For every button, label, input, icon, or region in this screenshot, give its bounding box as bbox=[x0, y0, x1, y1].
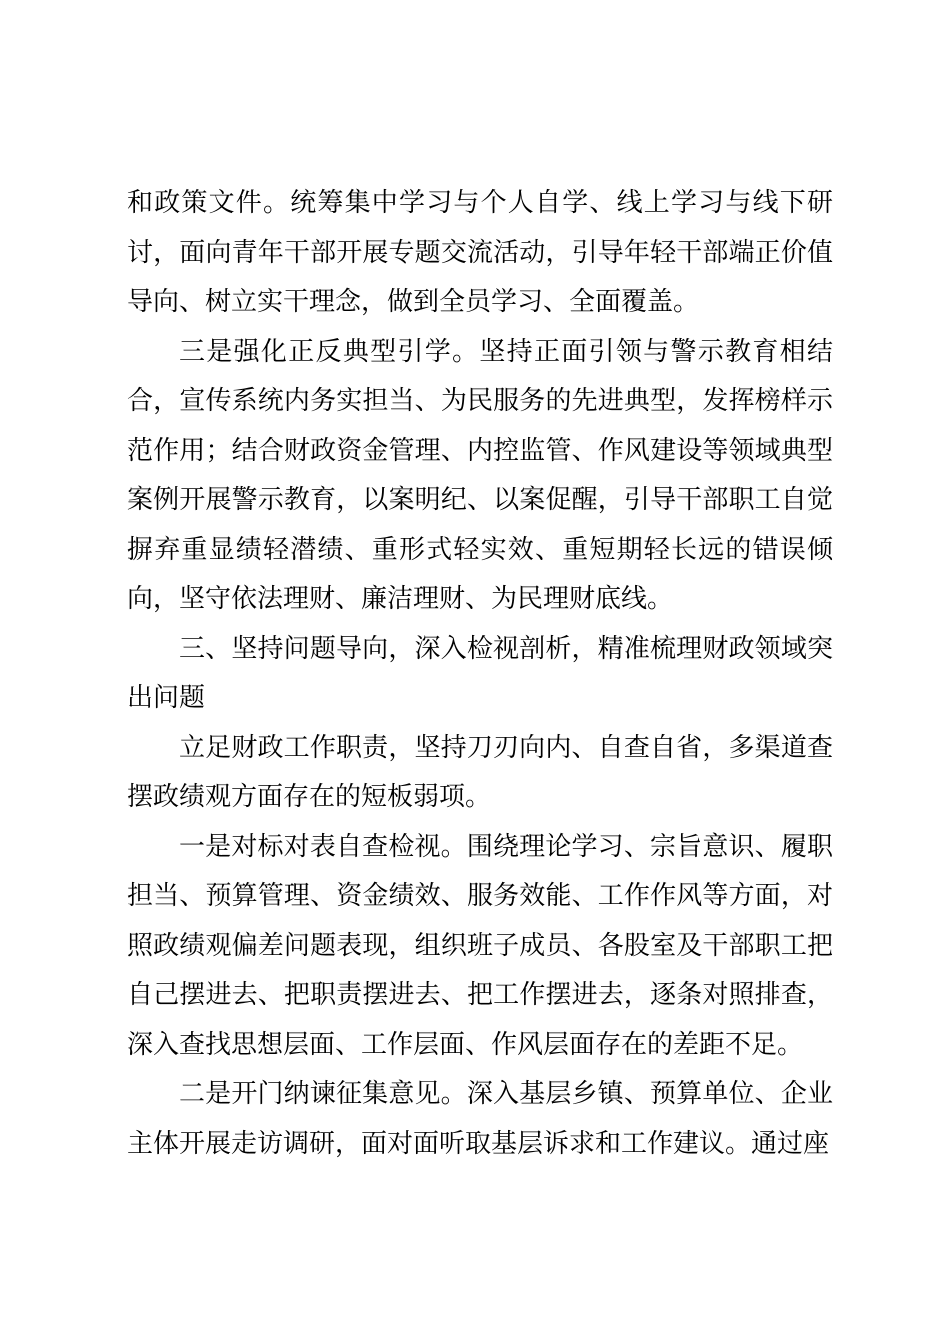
paragraph-self-inspection: 一是对标对表自查检视。围绕理论学习、宗旨意识、履职担当、预算管理、资金绩效、服务效能、工作作风等方面，对照政绩观偏差问题表现，组织班子成员、各股室及干部职工把自己摆进去、把职责摆进去、把工作摆进去，逐条对照排查，深入查找思想层面、工作层面、作风层面存在的差距不足。 bbox=[127, 831, 833, 1060]
paragraph-finance-duties: 立足财政工作职责，坚持刀刃向内、自查自省，多渠道查摆政绩观方面存在的短板弱项。 bbox=[127, 732, 833, 812]
document-body bbox=[127, 179, 833, 1169]
paragraph-typical-examples: 三是强化正反典型引学。坚持正面引领与警示教育相结合，宣传系统内务实担当、为民服务的先进典型，发挥榜样示范作用；结合财政资金管理、内控监管、作风建设等领域典型案例开展警示教育，以案明纪、以案促醒，引导干部职工自觉摒弃重显绩轻潜绩、重形式轻实效、重短期轻长远的错误倾向，坚守依法理财、廉洁理财、为民理财底线。 bbox=[127, 336, 833, 614]
section-heading-problem-orientation: 三、坚持问题导向，深入检视剖析，精准梳理财政领域突出问题 bbox=[127, 633, 833, 713]
paragraph-collect-opinions: 二是开门纳谏征集意见。深入基层乡镇、预算单位、企业主体开展走访调研，面对面听取基层诉求和工作建议。通过座 bbox=[127, 1079, 833, 1159]
paragraph-continued-policy-documents: 和政策文件。统筹集中学习与个人自学、线上学习与线下研讨，面向青年干部开展专题交流活动，引导年轻干部端正价值导向、树立实干理念，做到全员学习、全面覆盖。 bbox=[127, 188, 833, 317]
